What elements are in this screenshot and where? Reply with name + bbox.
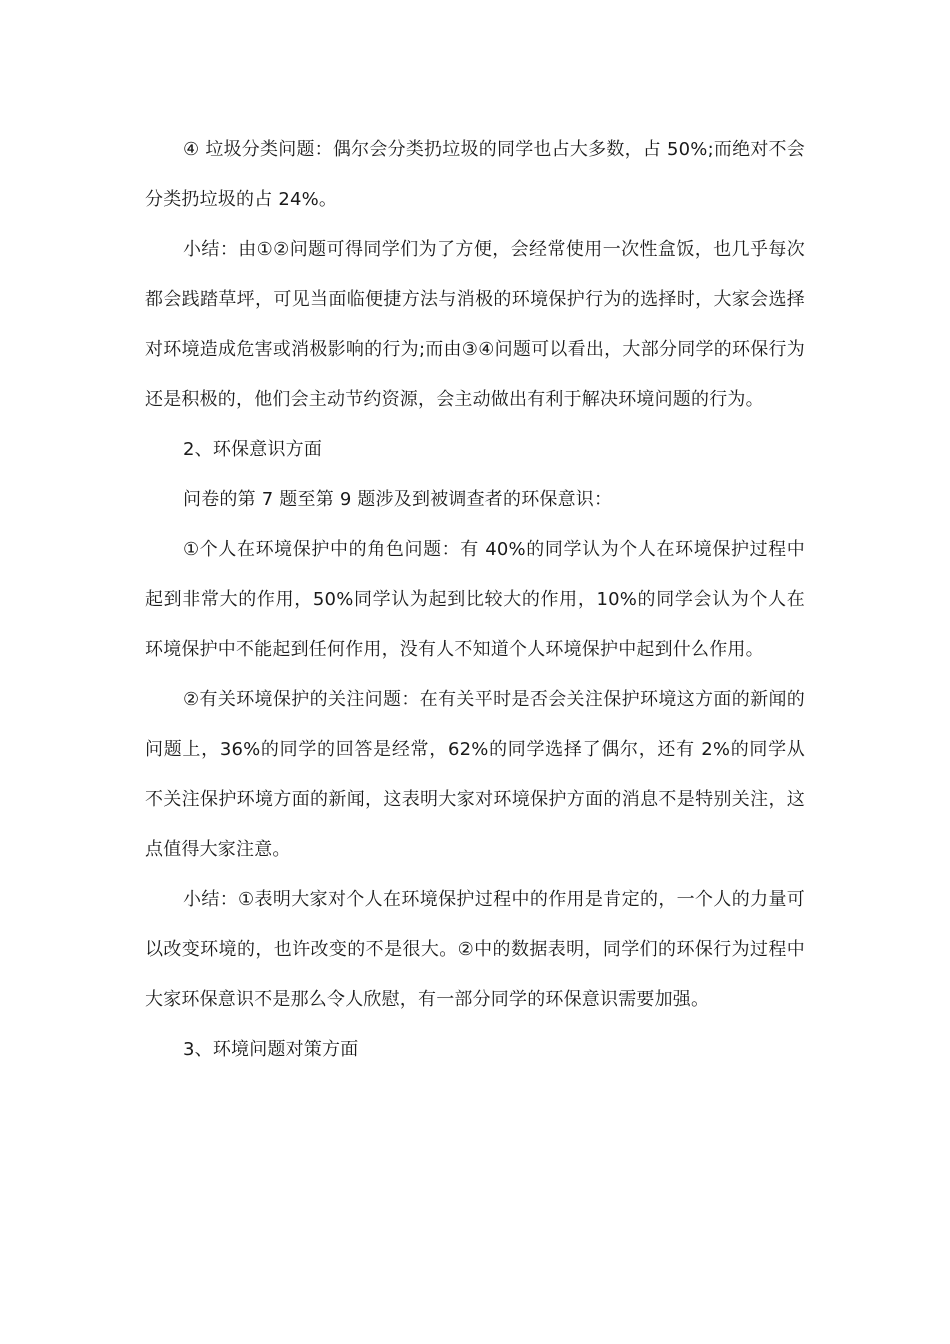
section-heading-countermeasures: 3、环境问题对策方面 bbox=[183, 1039, 359, 1060]
section-heading-awareness: 2、环保意识方面 bbox=[183, 439, 323, 460]
paragraph-individual-role: ①个人在环境保护中的角色问题：有 40%的同学认为个人在环境保护过程中起到非常大的作用，50%同学认为起到比较大的作用，10%的同学会认为个人在环境保护中不能起到任何作用，没有人不知道个人环境保护中起到什么作用。 bbox=[145, 539, 805, 660]
paragraph-garbage-sorting: ④ 垃圾分类问题：偶尔会分类扔垃圾的同学也占大多数，占 50%;而绝对不会分类扔垃圾的占 24%。 bbox=[145, 139, 805, 210]
paragraph-questionnaire-intro: 问卷的第 7 题至第 9 题涉及到被调查者的环保意识： bbox=[183, 489, 613, 510]
paragraph-summary-behavior: 小结：由①②问题可得同学们为了方便，会经常使用一次性盒饭，也几乎每次都会践踏草坪，可见当面临便捷方法与消极的环境保护行为的选择时，大家会选择对环境造成危害或消极影响的行为;而由③④问题可以看出，大部分同学的环保行为还是积极的，他们会主动节约资源，会主动做出有利于解决环境问题的行为。 bbox=[145, 239, 805, 410]
paragraph-news-attention: ②有关环境保护的关注问题：在有关平时是否会关注保护环境这方面的新闻的问题上，36%的同学的回答是经常，62%的同学选择了偶尔，还有 2%的同学从不关注保护环境方面的新闻，这表明大家对环境保护方面的消息不是特别关注，这点值得大家注意。 bbox=[145, 689, 805, 860]
paragraph-summary-awareness: 小结：①表明大家对个人在环境保护过程中的作用是肯定的，一个人的力量可以改变环境的，也许改变的不是很大。②中的数据表明，同学们的环保行为过程中大家环保意识不是那么令人欣慰，有一部分同学的环保意识需要加强。 bbox=[145, 889, 805, 1010]
document-body bbox=[145, 125, 805, 1075]
